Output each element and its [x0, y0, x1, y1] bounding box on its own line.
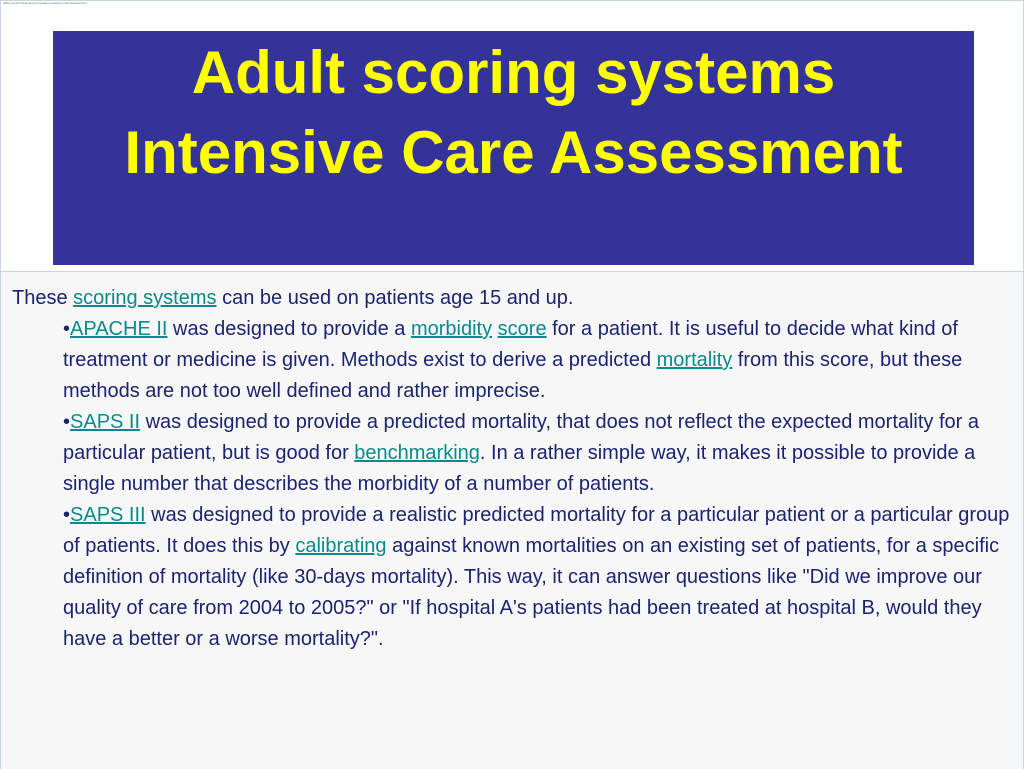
title-area: [0, 0, 1024, 271]
bullet2-text-1: was designed to provide a predicted mortality, that does not reflect the expected mortality for a particular patient, but is good for: [63, 411, 980, 464]
title-line-2: Intensive Care Assessment: [124, 119, 903, 186]
scoring-systems-link[interactable]: scoring systems: [73, 287, 217, 309]
bullet3-text-2: against known mortalities on an existing set of patients, for a specific definition of mortality (like 30-days mortality). This way, it can answer questions like "Did we improve our quality of care from 2004 to 2005?" or "If hospital A's patients had been treated at hospital B, would they have a better or a worse mortality?".: [63, 535, 1000, 650]
title-box: [53, 31, 974, 265]
intro-suffix: can be used on patients age 15 and up.: [216, 287, 574, 309]
saps-iii-link[interactable]: SAPS III: [70, 504, 146, 526]
bullet1-text-4: from this score, but these methods are not too well defined and rather imprecise.: [63, 349, 963, 402]
mortality-link[interactable]: mortality: [656, 349, 733, 371]
morbidity-link[interactable]: morbidity: [410, 318, 493, 340]
bullet-saps-iii: [63, 500, 1013, 655]
title-line-1: Adult scoring systems: [191, 39, 836, 106]
bullet1-text-3: for a patient. It is useful to decide what kind of treatment or medicine is given. Methods exist to derive a predicted: [63, 318, 958, 371]
bullet1-text-1: was designed to provide a: [167, 318, 411, 340]
bullet-list: [63, 314, 1013, 655]
bullet-marker: •: [63, 318, 71, 340]
saps-ii-link[interactable]: SAPS II: [70, 411, 141, 433]
apache-ii-link[interactable]: APACHE II: [70, 318, 168, 340]
intro-prefix: These: [12, 287, 74, 309]
benchmarking-link[interactable]: benchmarking: [354, 442, 480, 464]
score-link[interactable]: score: [497, 318, 547, 340]
tiny-header-text: Slide text for Adult scoring systems Intensive Care Assessment: [3, 1, 87, 5]
bullet3-text-1: was designed to provide a realistic predicted mortality for a particular patient or a particular group of patients. It does this by: [63, 504, 1010, 557]
bullet-apache-ii: [63, 314, 1013, 407]
calibrating-link[interactable]: calibrating: [295, 535, 387, 557]
bullet-marker: •: [63, 504, 71, 526]
bullet-saps-ii: [63, 407, 1013, 500]
bullet2-text-2: . In a rather simple way, it makes it possible to provide a single number that describes the morbidity of a number of patients.: [63, 442, 976, 495]
intro-paragraph: [12, 283, 1012, 314]
content-area: [0, 271, 1024, 769]
bullet-marker: •: [63, 411, 71, 433]
